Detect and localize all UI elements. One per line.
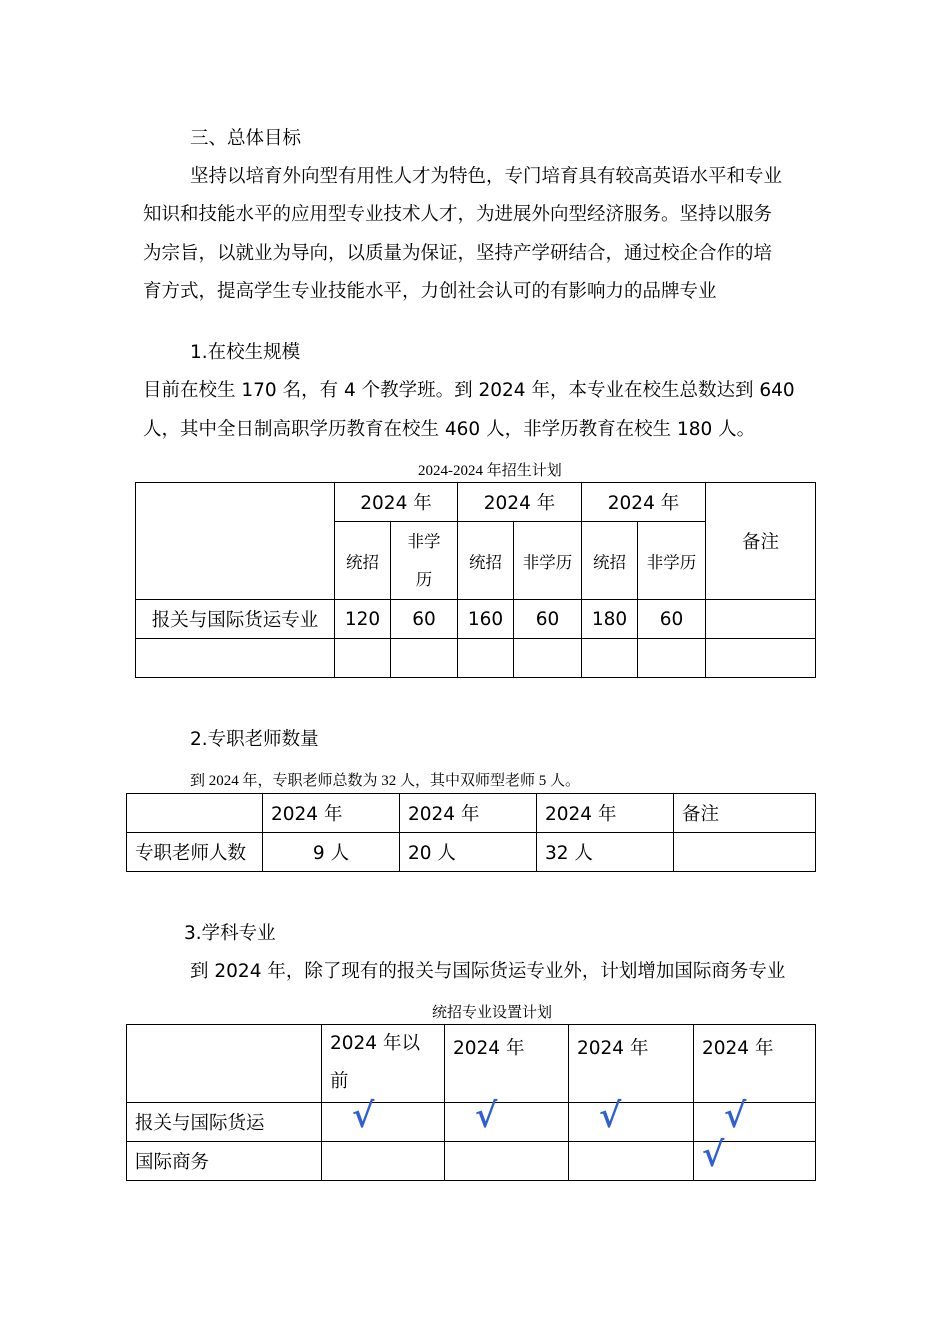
teacher-corner-cell: [127, 794, 263, 833]
check-mark-icon: √: [702, 1135, 725, 1175]
major-cell: [445, 1142, 569, 1181]
enrollment-empty-cell: [136, 639, 335, 678]
enrollment-value: 60: [514, 600, 582, 639]
s3-text: 到 2024 年，除了现有的报关与国际货运专业外，计划增加国际商务专业: [190, 961, 786, 982]
enrollment-corner-cell: [136, 483, 335, 600]
s1-line-1: 目前在校生 170 名，有 4 个教学班。到 2024 年，本专业在校生总数达到 640: [143, 380, 795, 401]
intro-line-3: 为宗旨，以就业为导向，以质量为保证，坚持产学研结合，通过校企合作的培: [143, 243, 773, 264]
major-cell: [569, 1142, 694, 1181]
enrollment-value: 60: [391, 600, 458, 639]
teacher-count: 9 人: [263, 833, 400, 872]
major-cell: [694, 1135, 816, 1181]
intro-line-4: 育方式，提高学生专业技能水平，力创社会认可的有影响力的品牌专业: [143, 281, 717, 302]
enrollment-row-label: 报关与国际货运专业: [136, 600, 335, 639]
enrollment-sub-regular-2: 统招: [458, 522, 514, 600]
enrollment-empty-cell: [335, 639, 391, 678]
enrollment-year-3: 2024 年: [582, 483, 706, 522]
enrollment-value: 160: [458, 600, 514, 639]
major-cell: [445, 1096, 569, 1142]
enrollment-empty-cell: [391, 639, 458, 678]
enrollment-year-2: 2024 年: [458, 483, 582, 522]
enrollment-remark-cell: [706, 600, 816, 639]
major-year-1: 2024 年: [445, 1025, 569, 1103]
enrollment-empty-cell: [638, 639, 706, 678]
check-mark-icon: √: [352, 1096, 375, 1136]
teacher-remark-header: 备注: [674, 794, 816, 833]
major-table: [126, 1024, 816, 1181]
enrollment-empty-cell: [514, 639, 582, 678]
enrollment-value: 180: [582, 600, 638, 639]
major-cell: [322, 1142, 445, 1181]
enrollment-year-1: 2024 年: [335, 483, 458, 522]
s1-table-caption: 2024-2024 年招生计划: [418, 463, 562, 479]
teacher-year-2: 2024 年: [400, 794, 537, 833]
s2-heading: 2.专职老师数量: [190, 729, 319, 750]
enrollment-table: [135, 482, 816, 678]
major-corner-cell: [127, 1025, 322, 1103]
s3-heading: 3.学科专业: [184, 923, 276, 944]
teacher-row-label: 专职老师人数: [127, 833, 263, 872]
check-mark-icon: √: [475, 1096, 498, 1136]
enrollment-value: 60: [638, 600, 706, 639]
teacher-table: [126, 793, 816, 872]
major-year-2: 2024 年: [569, 1025, 694, 1103]
enrollment-sub-nondegree-1-line1: 非学: [407, 531, 441, 551]
check-mark-icon: √: [724, 1096, 747, 1136]
enrollment-sub-nondegree-2: 非学历: [514, 522, 582, 600]
intro-line-1: 坚持以培育外向型有用性人才为特色，专门培育具有较高英语水平和专业: [190, 166, 783, 187]
section-heading: 三、总体目标: [190, 128, 302, 149]
s1-heading: 1.在校生规模: [190, 342, 301, 363]
s2-text: 到 2024 年，专职老师总数为 32 人，其中双师型老师 5 人。: [190, 773, 581, 789]
major-col-before: [322, 1025, 445, 1103]
teacher-count: 32 人: [537, 833, 674, 872]
enrollment-sub-nondegree-1-line2: 历: [415, 569, 433, 589]
major-cell: [322, 1096, 445, 1142]
major-col-before-line2: 前: [330, 1071, 349, 1092]
major-row-label: 国际商务: [127, 1142, 322, 1181]
teacher-year-1: 2024 年: [263, 794, 400, 833]
enrollment-sub-nondegree-3: 非学历: [638, 522, 706, 600]
enrollment-sub-nondegree-1: [391, 522, 458, 600]
enrollment-remark-header: 备注: [706, 483, 816, 600]
enrollment-empty-cell: [582, 639, 638, 678]
intro-line-2: 知识和技能水平的应用型专业技术人才，为进展外向型经济服务。坚持以服务: [143, 204, 773, 225]
major-col-before-line1: 2024 年以: [330, 1033, 420, 1054]
check-mark-icon: √: [599, 1096, 622, 1136]
s1-line-2: 人，其中全日制高职学历教育在校生 460 人，非学历教育在校生 180 人。: [143, 419, 756, 440]
major-cell: [569, 1096, 694, 1142]
major-row-label: 报关与国际货运: [127, 1103, 322, 1142]
enrollment-empty-cell: [706, 639, 816, 678]
major-year-3: 2024 年: [694, 1025, 816, 1103]
s3-table-caption: 统招专业设置计划: [432, 1005, 553, 1021]
enrollment-sub-regular-3: 统招: [582, 522, 638, 600]
enrollment-empty-cell: [458, 639, 514, 678]
teacher-year-3: 2024 年: [537, 794, 674, 833]
teacher-remark-cell: [674, 833, 816, 872]
enrollment-value: 120: [335, 600, 391, 639]
teacher-count: 20 人: [400, 833, 537, 872]
enrollment-sub-regular-1: 统招: [335, 522, 391, 600]
